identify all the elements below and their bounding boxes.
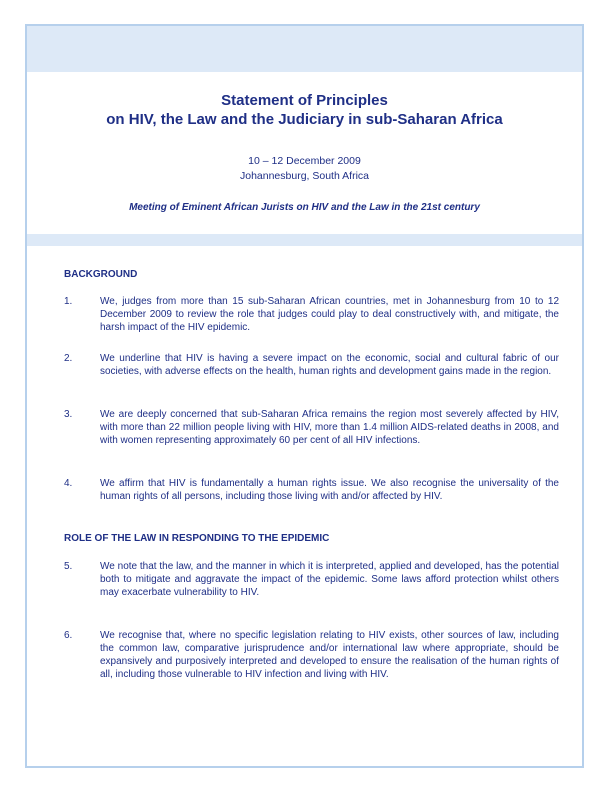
paragraph-4: [64, 477, 559, 503]
paragraph-number: 5.: [64, 561, 73, 572]
paragraph-number: 6.: [64, 630, 73, 641]
meeting-location: Johannesburg, South Africa: [239, 170, 369, 182]
paragraph-number: 3.: [64, 409, 73, 420]
paragraph-6: [64, 629, 559, 681]
paragraph-text: We recognise that, where no specific legislation relating to HIV exists, other sources of law, including the common law, comparative jurisprudence and/or international law where appropriate, should be expansively and purposively interpreted and developed to ensure the realisation of the human rights of all, including those vulnerable to HIV infection and living with HIV.: [100, 630, 559, 680]
paragraph-3: [64, 408, 559, 447]
paragraph-2: [64, 352, 559, 378]
paragraph-text: We note that the law, and the manner in which it is interpreted, applied and developed, has the potential both to mitigate and aggravate the impact of the epidemic. Some laws afford protection whilst others may exacerbate vulnerability to HIV.: [100, 561, 559, 598]
section-heading-role-of-law: ROLE OF THE LAW IN RESPONDING TO THE EPIDEMIC: [64, 533, 330, 544]
document-title: [27, 91, 582, 129]
meeting-name: Meeting of Eminent African Jurists on HIV and the Law in the 21st century: [129, 202, 480, 213]
paragraph-number: 1.: [64, 296, 73, 307]
paragraph-number: 2.: [64, 353, 73, 364]
title-line-2: on HIV, the Law and the Judiciary in sub-Saharan Africa: [106, 111, 503, 128]
paragraph-text: We are deeply concerned that sub-Saharan Africa remains the region most severely affected by HIV, with more than 22 million people living with HIV, more than 1.4 million AIDS-related deaths in 2008, and with women representing approximately 60 per cent of all HIV infections.: [100, 409, 559, 446]
paragraph-number: 4.: [64, 478, 73, 489]
meeting-dates-block: [27, 154, 582, 184]
meeting-dates: 10 – 12 December 2009: [248, 155, 361, 167]
header-band: [27, 26, 582, 72]
paragraph-text: We affirm that HIV is fundamentally a human rights issue. We also recognise the universality of the human rights of all persons, including those living with and/or affected by HIV.: [100, 478, 559, 502]
paragraph-text: We, judges from more than 15 sub-Saharan African countries, met in Johannesburg from 10 to 12 December 2009 to review the role that judges could play to deal constructively with, and mitigate, the harsh impact of the HIV epidemic.: [100, 296, 559, 333]
paragraph-text: We underline that HIV is having a severe impact on the economic, social and cultural fabric of our societies, with adverse effects on the health, human rights and development gains made in the region.: [100, 353, 559, 377]
divider-band: [27, 234, 582, 246]
title-line-1: Statement of Principles: [221, 92, 388, 109]
section-heading-background: BACKGROUND: [64, 269, 138, 280]
paragraph-1: [64, 295, 559, 334]
paragraph-5: [64, 560, 559, 599]
